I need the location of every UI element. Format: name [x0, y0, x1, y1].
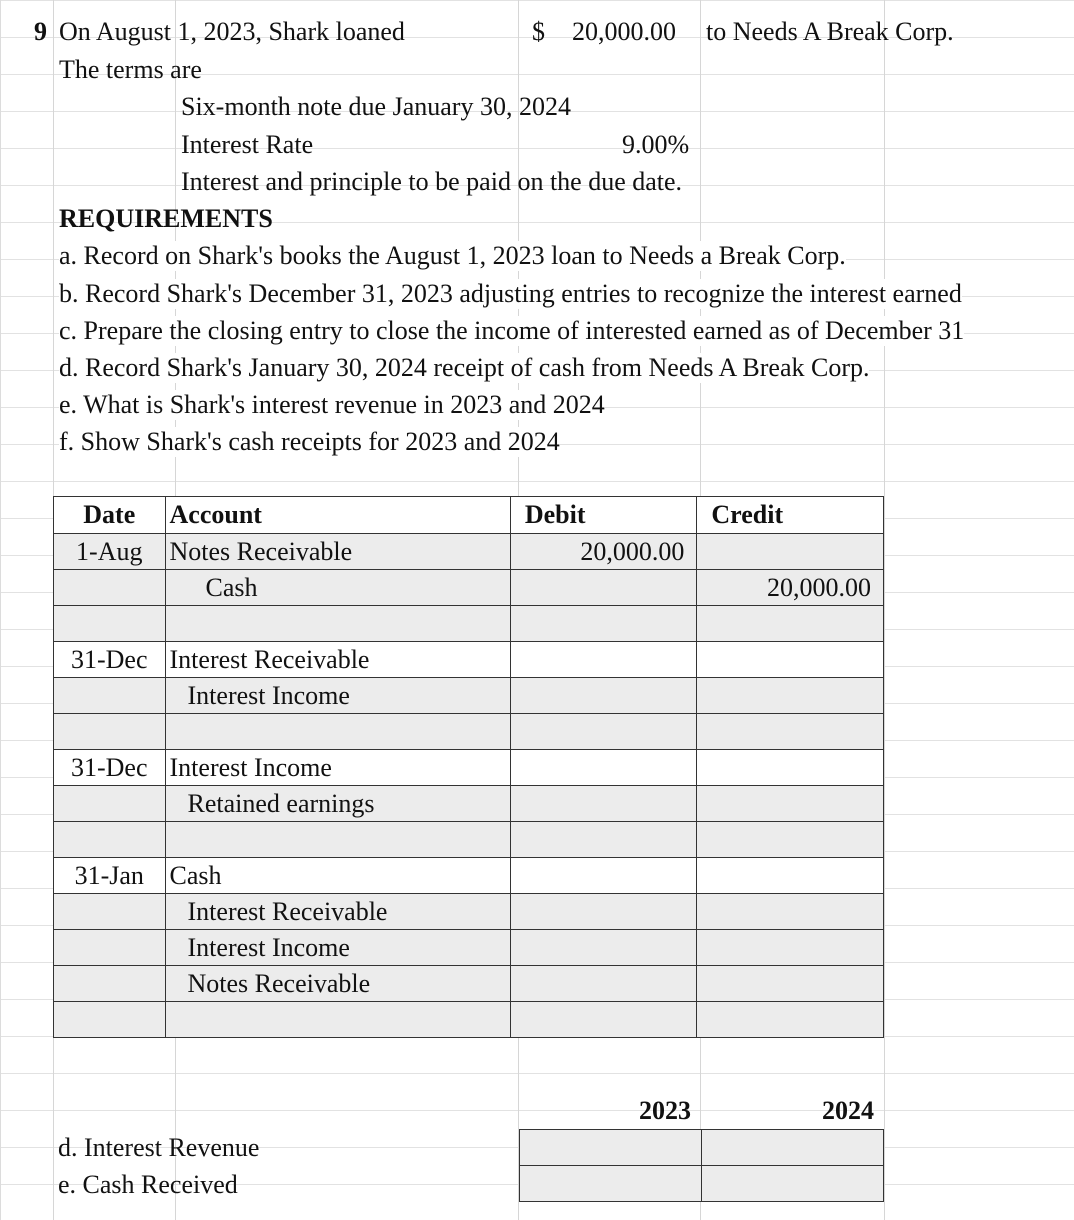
- account-cell[interactable]: Interest Income: [165, 750, 510, 786]
- header-date[interactable]: Date: [54, 497, 166, 534]
- rate-label[interactable]: Interest Rate: [181, 130, 314, 159]
- table-row: [54, 822, 884, 858]
- requirement-b[interactable]: b. Record Shark's December 31, 2023 adjusting entries to recognize the interest earned: [59, 279, 962, 308]
- loan-amount[interactable]: 20,000.00: [572, 17, 676, 46]
- requirement-a[interactable]: a. Record on Shark's books the August 1, 2023 loan to Needs a Break Corp.: [59, 241, 846, 270]
- date-cell[interactable]: [54, 678, 166, 714]
- requirements-heading[interactable]: REQUIREMENTS: [59, 204, 273, 233]
- credit-cell[interactable]: [697, 714, 884, 750]
- debit-cell[interactable]: [510, 606, 697, 642]
- credit-cell[interactable]: [697, 822, 884, 858]
- credit-cell[interactable]: [697, 858, 884, 894]
- problem-intro[interactable]: On August 1, 2023, Shark loaned: [59, 17, 405, 46]
- account-cell[interactable]: Cash: [165, 570, 510, 606]
- date-cell[interactable]: [54, 606, 166, 642]
- date-cell[interactable]: [54, 714, 166, 750]
- debit-cell[interactable]: [510, 894, 697, 930]
- term-note[interactable]: Six-month note due January 30, 2024: [181, 92, 571, 121]
- credit-cell[interactable]: [697, 534, 884, 570]
- debit-cell[interactable]: [510, 786, 697, 822]
- debit-cell[interactable]: [510, 570, 697, 606]
- year-2023-label[interactable]: 2023: [639, 1096, 691, 1125]
- cash-received-2023-cell[interactable]: [520, 1166, 702, 1202]
- debit-cell[interactable]: [510, 642, 697, 678]
- interest-revenue-label[interactable]: d. Interest Revenue: [58, 1133, 260, 1162]
- table-row: [520, 1130, 884, 1166]
- problem-number: 9: [34, 17, 47, 46]
- account-cell[interactable]: [165, 714, 510, 750]
- credit-cell[interactable]: [697, 786, 884, 822]
- summary-table: [519, 1129, 884, 1202]
- credit-cell[interactable]: [697, 606, 884, 642]
- account-cell[interactable]: Interest Receivable: [165, 642, 510, 678]
- header-debit[interactable]: Debit: [510, 497, 697, 534]
- journal-table: [53, 496, 884, 1038]
- date-cell[interactable]: [54, 822, 166, 858]
- debit-cell[interactable]: [510, 1002, 697, 1038]
- interest-revenue-2024-cell[interactable]: [702, 1130, 884, 1166]
- debit-cell[interactable]: [510, 714, 697, 750]
- account-cell[interactable]: [165, 1002, 510, 1038]
- table-row: [54, 534, 884, 570]
- account-cell[interactable]: Interest Receivable: [165, 894, 510, 930]
- credit-cell[interactable]: [697, 930, 884, 966]
- date-cell[interactable]: [54, 570, 166, 606]
- date-cell[interactable]: 31-Dec: [54, 642, 166, 678]
- requirement-d[interactable]: d. Record Shark's January 30, 2024 receipt of cash from Needs A Break Corp.: [59, 353, 870, 382]
- requirement-f[interactable]: f. Show Shark's cash receipts for 2023 and 2024: [59, 427, 560, 456]
- debit-cell[interactable]: [510, 750, 697, 786]
- borrower-text[interactable]: to Needs A Break Corp.: [706, 17, 954, 46]
- table-row: [54, 966, 884, 1002]
- table-row: [54, 642, 884, 678]
- credit-cell[interactable]: [697, 750, 884, 786]
- requirement-e[interactable]: e. What is Shark's interest revenue in 2023 and 2024: [59, 390, 605, 419]
- table-row: [54, 786, 884, 822]
- credit-cell[interactable]: [697, 678, 884, 714]
- interest-revenue-2023-cell[interactable]: [520, 1130, 702, 1166]
- year-2024-label[interactable]: 2024: [822, 1096, 874, 1125]
- table-row: [54, 570, 884, 606]
- debit-cell[interactable]: 20,000.00: [510, 534, 697, 570]
- date-cell[interactable]: 31-Dec: [54, 750, 166, 786]
- debit-cell[interactable]: [510, 966, 697, 1002]
- account-cell[interactable]: [165, 822, 510, 858]
- table-row: [54, 714, 884, 750]
- cash-received-label[interactable]: e. Cash Received: [58, 1170, 238, 1199]
- account-cell[interactable]: Cash: [165, 858, 510, 894]
- date-cell[interactable]: [54, 894, 166, 930]
- table-row: [54, 930, 884, 966]
- credit-cell[interactable]: [697, 1002, 884, 1038]
- debit-cell[interactable]: [510, 930, 697, 966]
- account-cell[interactable]: Retained earnings: [165, 786, 510, 822]
- journal-header-row: [54, 497, 884, 534]
- date-cell[interactable]: 1-Aug: [54, 534, 166, 570]
- debit-cell[interactable]: [510, 678, 697, 714]
- date-cell[interactable]: [54, 1002, 166, 1038]
- table-row: [54, 894, 884, 930]
- cash-received-2024-cell[interactable]: [702, 1166, 884, 1202]
- terms-label[interactable]: The terms are: [59, 55, 202, 84]
- currency-symbol: $: [532, 17, 545, 46]
- account-cell[interactable]: Interest Income: [165, 930, 510, 966]
- header-account[interactable]: Account: [165, 497, 510, 534]
- grid-column-line: [884, 0, 885, 1220]
- account-cell[interactable]: Notes Receivable: [165, 534, 510, 570]
- rate-value[interactable]: 9.00%: [622, 130, 690, 159]
- table-row: [54, 1002, 884, 1038]
- credit-cell[interactable]: 20,000.00: [697, 570, 884, 606]
- table-row: [520, 1166, 884, 1202]
- table-row: [54, 750, 884, 786]
- table-row: [54, 606, 884, 642]
- requirement-c[interactable]: c. Prepare the closing entry to close the income of interested earned as of December 31: [59, 316, 965, 345]
- date-cell[interactable]: [54, 786, 166, 822]
- credit-cell[interactable]: [697, 894, 884, 930]
- credit-cell[interactable]: [697, 642, 884, 678]
- debit-cell[interactable]: [510, 858, 697, 894]
- credit-cell[interactable]: [697, 966, 884, 1002]
- date-cell[interactable]: 31-Jan: [54, 858, 166, 894]
- date-cell[interactable]: [54, 930, 166, 966]
- table-row: [54, 678, 884, 714]
- account-cell[interactable]: Interest Income: [165, 678, 510, 714]
- date-cell[interactable]: [54, 966, 166, 1002]
- table-row: [54, 858, 884, 894]
- debit-cell[interactable]: [510, 822, 697, 858]
- payment-terms[interactable]: Interest and principle to be paid on the due date.: [181, 167, 683, 196]
- account-cell[interactable]: [165, 606, 510, 642]
- account-cell[interactable]: Notes Receivable: [165, 966, 510, 1002]
- header-credit[interactable]: Credit: [697, 497, 884, 534]
